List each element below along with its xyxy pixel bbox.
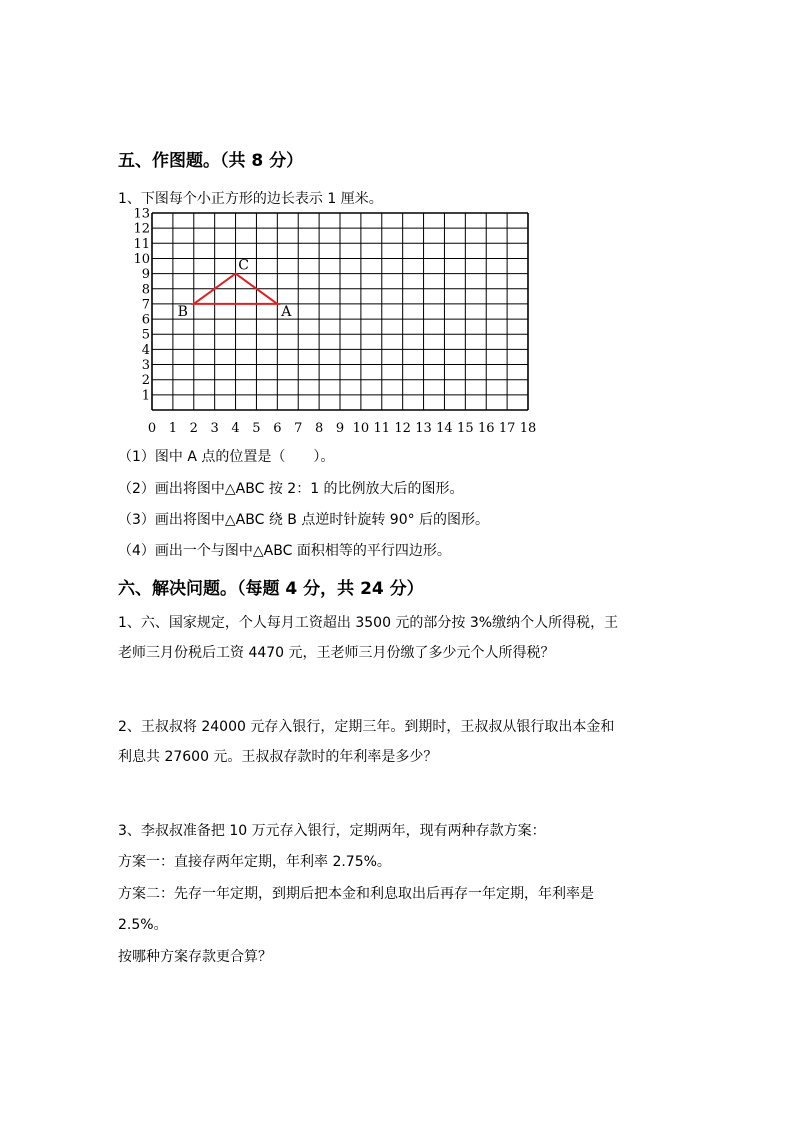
x-tick-label: 2 [189,421,198,436]
x-tick-label: 4 [231,421,240,436]
x-tick-label: 15 [457,421,474,436]
x-tick-label: 16 [477,421,495,436]
problem-3-plan-2-line-1: 方案二：先存一年定期，到期后把本金和利息取出后再存一年定期，年利率是 [118,886,594,902]
y-tick-label: 3 [141,358,150,374]
x-tick-label: 9 [335,421,345,436]
y-tick-label: 5 [141,327,150,343]
y-tick-label: 2 [141,373,150,389]
y-tick-label: 12 [133,221,150,237]
problem-3-plan-1: 方案一：直接存两年定期，年利率 2.75%。 [118,854,391,870]
y-tick-label: 4 [141,342,150,358]
coordinate-grid [110,208,550,440]
x-tick-label: 7 [294,421,303,436]
y-axis-labels [133,208,150,403]
y-tick-label: 6 [141,312,150,328]
grid-lines [152,213,528,410]
x-axis-labels [148,421,536,436]
x-tick-label: 18 [519,421,537,436]
x-tick-label: 14 [436,421,453,436]
x-tick-label: 11 [373,421,391,436]
problem-3-plan-2-line-2: 2.5%。 [118,917,168,933]
y-tick-label: 1 [141,388,150,404]
question-1-intro: 1、下图每个小正方形的边长表示 1 厘米。 [118,191,383,207]
y-tick-label: 8 [141,282,150,298]
problem-3-line-1: 3、李叔叔准备把 10 万元存入银行，定期两年，现有两种存款方案： [118,823,546,839]
x-tick-label: 13 [415,421,432,436]
problem-3-question: 按哪种方案存款更合算？ [118,949,272,965]
sub-question-4: （4）画出一个与图中△ABC 面积相等的平行四边形。 [118,543,451,559]
x-tick-label: 5 [252,421,261,436]
problem-2-line-1: 2、王叔叔将 24000 元存入银行，定期三年。到期时，王叔叔从银行取出本金和 [118,719,615,735]
y-tick-label: 13 [133,208,150,222]
sub-question-3: （3）画出将图中△ABC 绕 B 点逆时针旋转 90° 后的图形。 [118,512,490,528]
x-tick-label: 1 [168,421,178,436]
section5-title: 五、作图题。（共 8 分） [118,151,304,171]
section6-title: 六、解决问题。（每题 4 分，共 24 分） [118,579,424,599]
sub-question-1: （1）图中 A 点的位置是（ ）。 [118,449,335,465]
x-tick-label: 12 [394,421,411,436]
x-tick-label: 3 [210,421,219,436]
problem-1-line-2: 老师三月份税后工资 4470 元，王老师三月份缴了多少元个人所得税？ [118,645,555,661]
x-tick-label: 8 [314,421,324,436]
y-tick-label: 7 [141,297,150,313]
x-tick-label: 0 [147,421,157,436]
x-tick-label: 10 [352,421,370,436]
problem-1-line-1: 1、六、国家规定，个人每月工资超出 3500 元的部分按 3%缴纳个人所得税，王 [118,615,619,631]
x-tick-label: 17 [498,421,516,436]
sub-question-2: （2）画出将图中△ABC 按 2：1 的比例放大后的图形。 [118,481,464,497]
y-tick-label: 10 [133,251,150,267]
problem-2-line-2: 利息共 27600 元。王叔叔存款时的年利率是多少？ [118,749,438,765]
y-tick-label: 9 [141,267,150,283]
point-label-b: B [177,303,188,320]
point-label-c: C [238,257,249,274]
x-tick-label: 6 [273,421,282,436]
point-label-a: A [281,303,292,320]
y-tick-label: 11 [133,236,150,252]
